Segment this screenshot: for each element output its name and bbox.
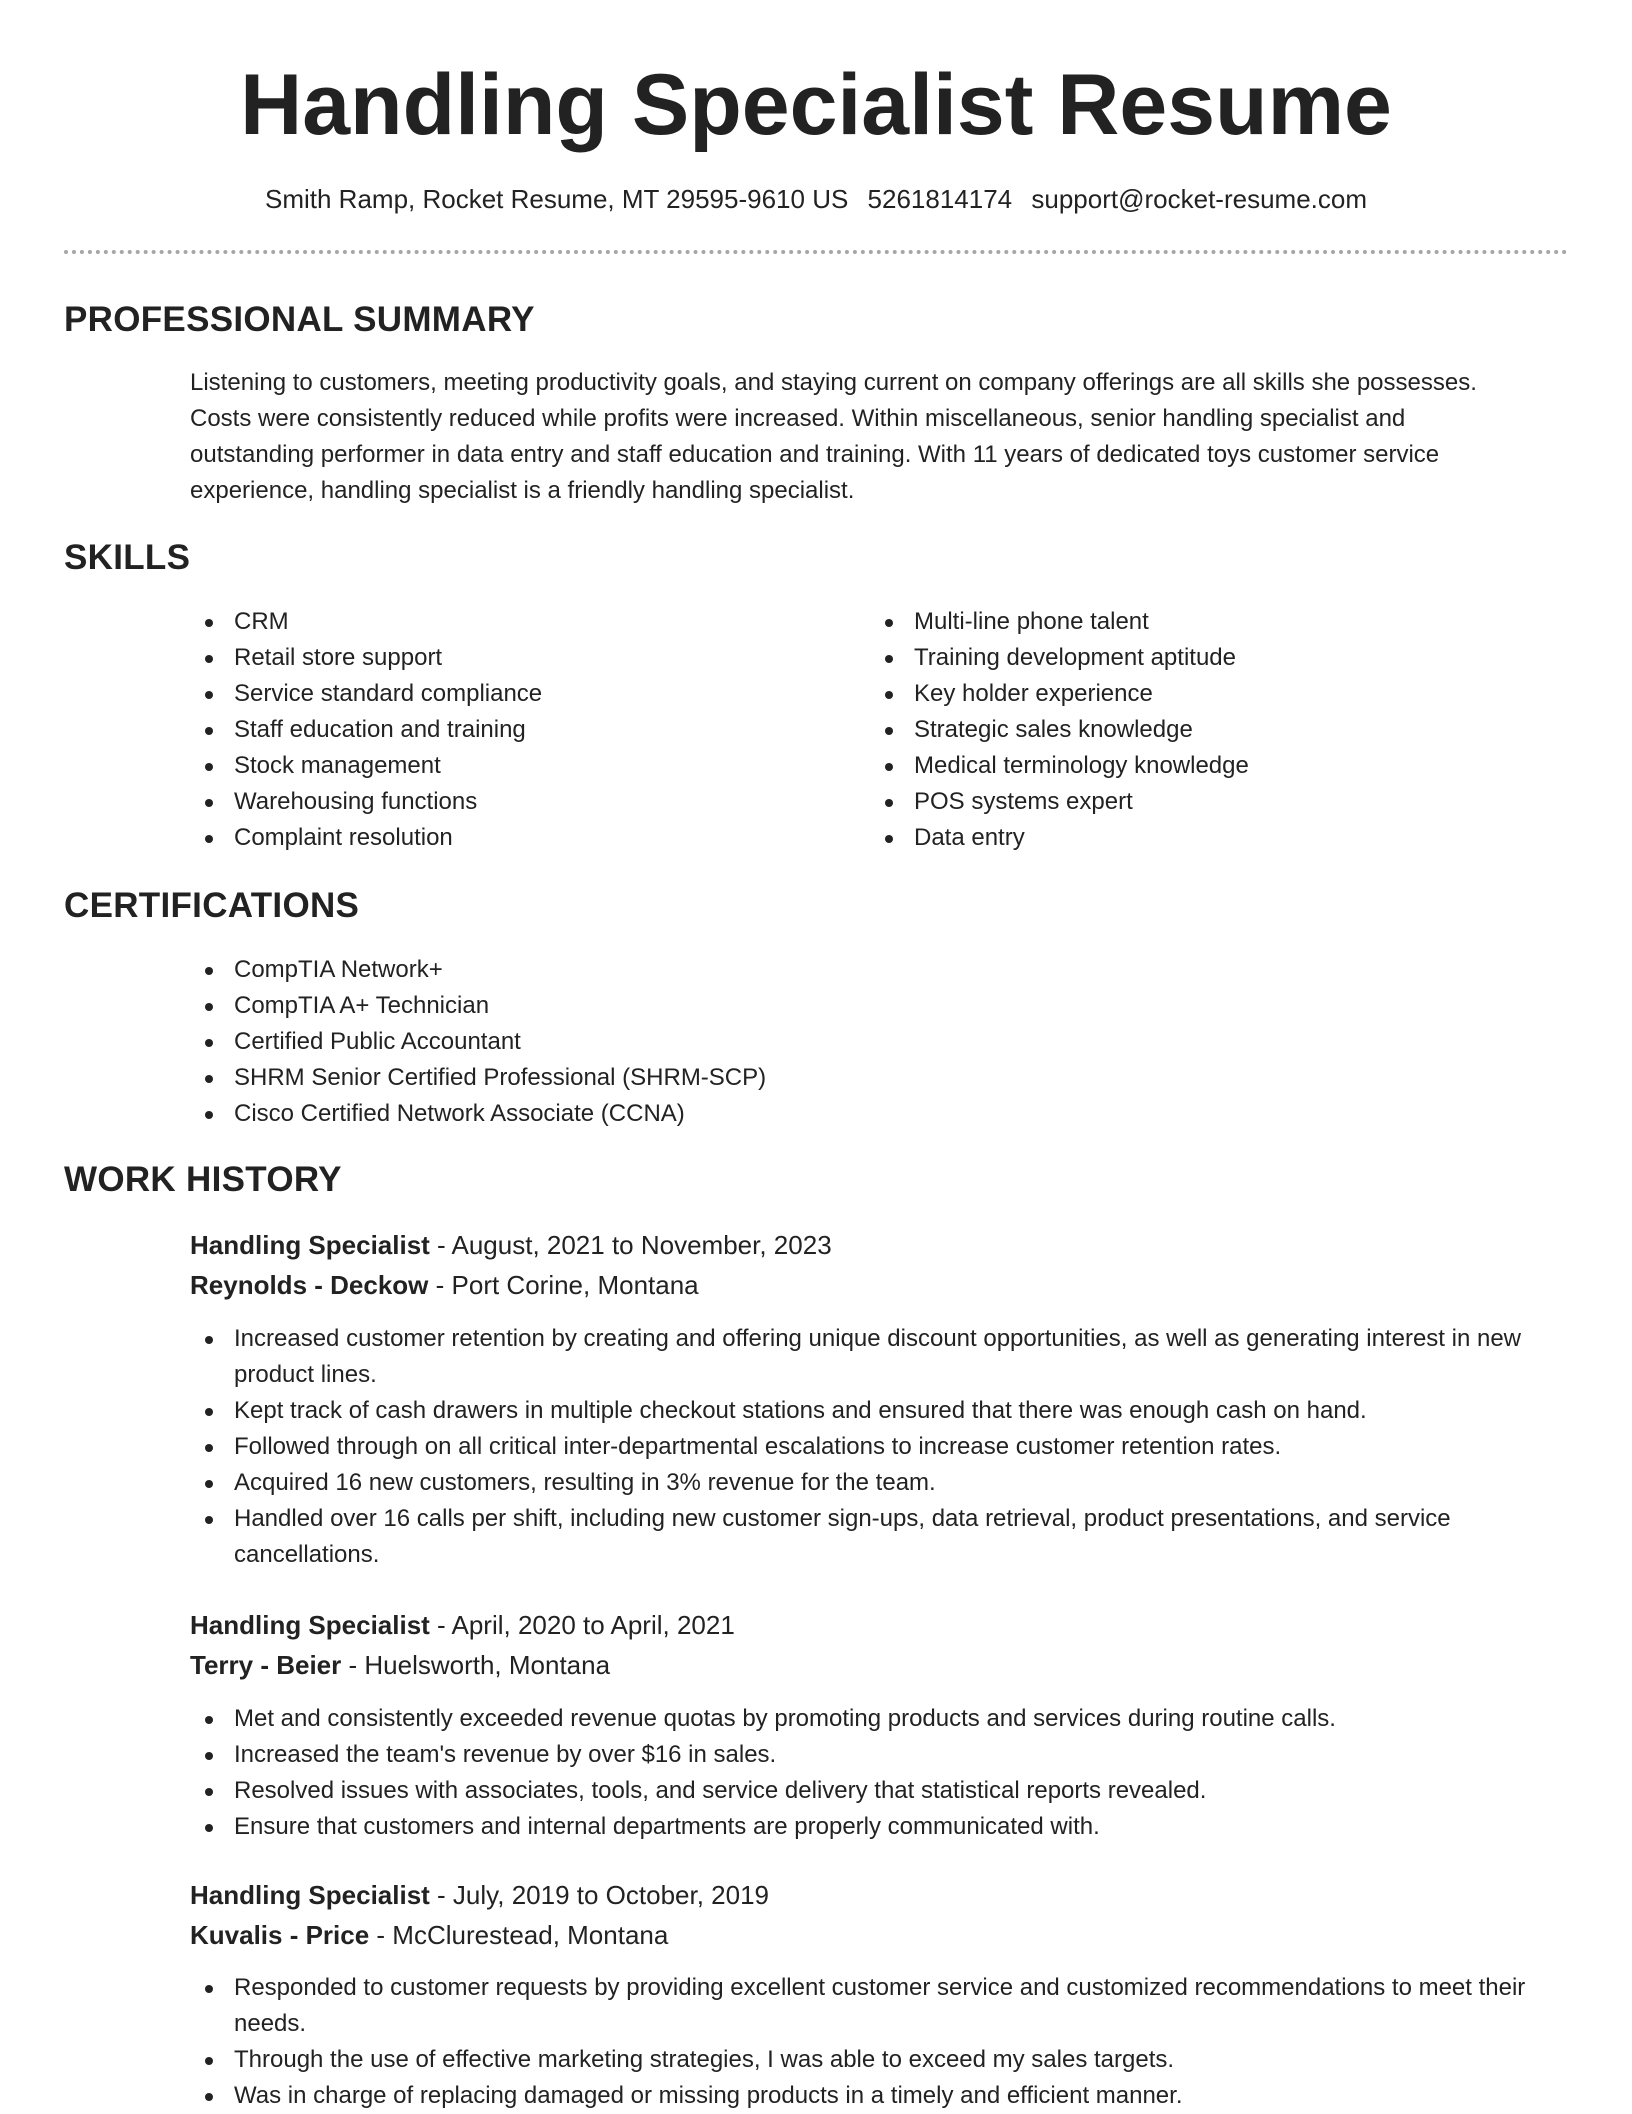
job-location: - Port Corine, Montana [428,1270,699,1300]
skill-item: POS systems expert [870,784,1550,820]
certification-item: CompTIA Network+ [190,952,1530,988]
job-location: - Huelsworth, Montana [341,1650,611,1680]
job-bullet: Increased customer retention by creating and offering unique discount opportunities, as well as generating interest in new product lines. [190,1321,1535,1393]
job-bullet: Increased the team's revenue by over $16 in sales. [190,1737,1535,1773]
job-bullet: Was in charge of replacing damaged or missing products in a timely and efficient manner. [190,2078,1535,2114]
header-divider [64,250,1568,254]
job-title-line [190,1226,832,1264]
job-bullet: Resolved issues with associates, tools, and service delivery that statistical reports revealed. [190,1773,1535,1809]
certification-item: SHRM Senior Certified Professional (SHRM-SCP) [190,1060,1530,1096]
certification-item: Certified Public Accountant [190,1024,1530,1060]
job-title: Handling Specialist [190,1230,430,1260]
certification-item: Cisco Certified Network Associate (CCNA) [190,1096,1530,1132]
email: support@rocket-resume.com [1031,184,1368,214]
summary-text: Listening to customers, meeting productivity goals, and staying current on company offerings are all skills she possesses. Costs were consistently reduced while profits were increased. Within miscellaneous, senior handling specialist and outstanding performer in data entry and staff education and training. With 11 years of dedicated toys customer service experience, handling specialist is a friendly handling specialist. [190,369,1477,504]
job-bullet: Met and consistently exceeded revenue quotas by promoting products and services during routine calls. [190,1701,1535,1737]
skill-item: Retail store support [190,640,830,676]
skill-item: Strategic sales knowledge [870,712,1550,748]
job-company: Kuvalis - Price [190,1920,370,1950]
job-title-line [190,1876,769,1914]
job-bullets [190,1701,1535,1845]
job-company-line [190,1266,699,1304]
summary-heading: PROFESSIONAL SUMMARY [64,300,535,339]
address: Smith Ramp, Rocket Resume, MT 29595-9610 US [264,184,849,214]
skill-item: Training development aptitude [870,640,1550,676]
phone: 5261814174 [867,184,1013,214]
job-bullet: Handled over 16 calls per shift, including new customer sign-ups, data retrieval, product presentations, and service cancellations. [190,1501,1535,1573]
job-bullets [190,1321,1535,1573]
skill-item: Data entry [870,820,1550,856]
skill-item: Multi-line phone talent [870,604,1550,640]
skill-item: Warehousing functions [190,784,830,820]
certifications-heading: CERTIFICATIONS [64,886,360,925]
job-title: Handling Specialist [190,1610,430,1640]
contact-line [0,180,1632,218]
job-bullet: Followed through on all critical inter-departmental escalations to increase customer retention rates. [190,1429,1535,1465]
skill-item: Stock management [190,748,830,784]
work-history-heading: WORK HISTORY [64,1160,342,1199]
certification-item: CompTIA A+ Technician [190,988,1530,1024]
skill-item: Service standard compliance [190,676,830,712]
skills-list-right [870,604,1550,856]
job-company: Terry - Beier [190,1650,342,1680]
job-location: - McClurestead, Montana [369,1920,669,1950]
certifications-list [190,952,1530,1132]
job-dates: - July, 2019 to October, 2019 [429,1880,769,1910]
job-bullet: Responded to customer requests by providing excellent customer service and customized recommendations to meet their needs. [190,1970,1535,2042]
job-title-line [190,1606,735,1644]
job-company: Reynolds - Deckow [190,1270,429,1300]
skill-item: Key holder experience [870,676,1550,712]
job-bullet: Ensure that customers and internal departments are properly communicated with. [190,1809,1535,1845]
job-bullet: Through the use of effective marketing strategies, I was able to exceed my sales targets. [190,2042,1535,2078]
job-company-line [190,1916,668,1954]
job-bullet: Acquired 16 new customers, resulting in 3% revenue for the team. [190,1465,1535,1501]
skill-item: CRM [190,604,830,640]
skill-item: Medical terminology knowledge [870,748,1550,784]
job-title: Handling Specialist [190,1880,430,1910]
job-dates: - April, 2020 to April, 2021 [429,1610,735,1640]
job-bullet: Kept track of cash drawers in multiple checkout stations and ensured that there was enough cash on hand. [190,1393,1535,1429]
skill-item: Complaint resolution [190,820,830,856]
page-title: Handling Specialist Resume [240,57,1392,153]
skills-heading: SKILLS [64,538,191,577]
job-bullets [190,1970,1535,2114]
skill-item: Staff education and training [190,712,830,748]
job-dates: - August, 2021 to November, 2023 [429,1230,832,1260]
job-company-line [190,1646,610,1684]
skills-list-left [190,604,830,856]
